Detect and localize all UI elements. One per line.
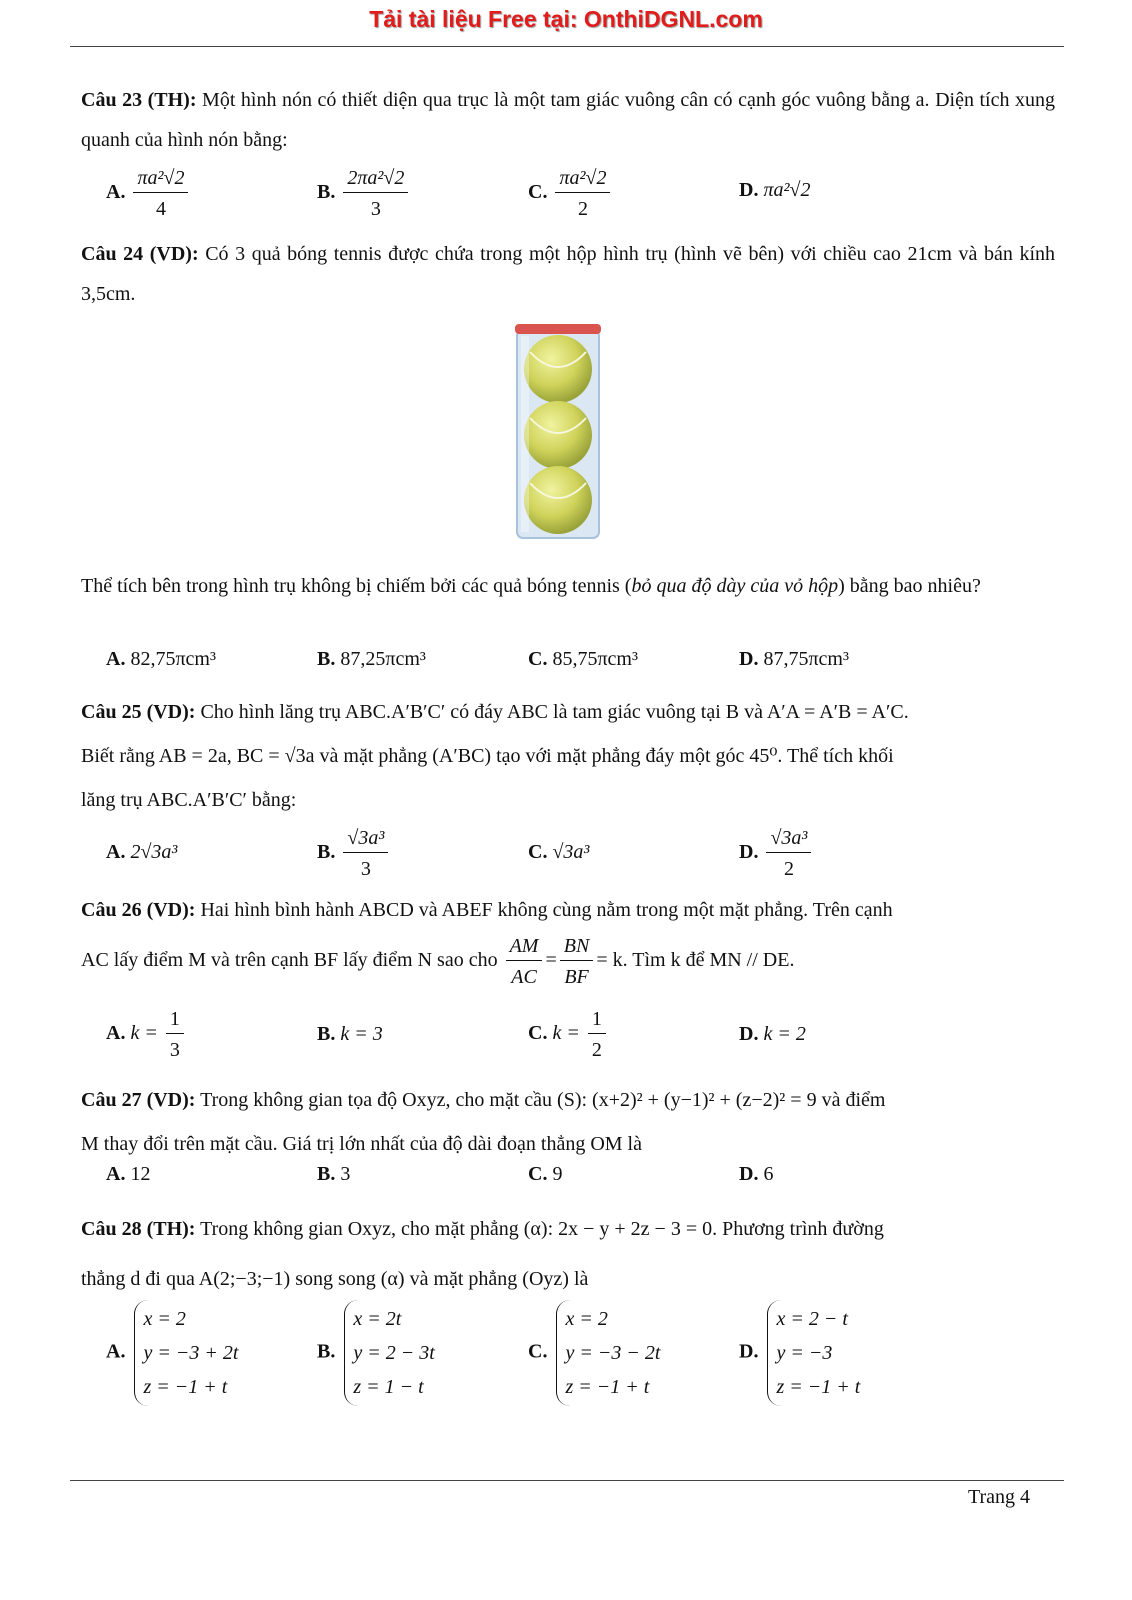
q24-option-b[interactable]: B. 87,25πcm³	[317, 648, 426, 670]
q23-option-b[interactable]: B. $\frac{\text{2πa²√2}}{3}$	[317, 166, 411, 221]
q28-text: Câu 28 (TH): Trong không gian Oxyz, cho mặt phẳng (α): 2x − y + 2z − 3 = 0. Phương trình đường thẳng d đi qua A(2;−3;−1) song song (α) và mặt phẳng (Oyz) là	[81, 1218, 884, 1290]
q26-option-c[interactable]: C. k = $\frac{1}{2}$	[528, 1007, 609, 1062]
q27-option-d[interactable]: D. 6	[739, 1163, 774, 1185]
q28-option-a[interactable]: A. x = 2 y = −3 + 2t z = −1 + t	[106, 1300, 238, 1406]
q25-option-b[interactable]: B. $\frac{\text{√3a³}}{3}$	[317, 826, 391, 881]
q28-option-c[interactable]: C. x = 2 y = −3 − 2t z = −1 + t	[528, 1300, 660, 1406]
q23-option-c[interactable]: C. $\frac{\text{πa²√2}}{2}$	[528, 166, 613, 221]
header-rule	[70, 46, 1064, 47]
q25-option-a[interactable]: A. 2√3a³	[106, 841, 178, 863]
footer-rule	[70, 1480, 1064, 1481]
q27-text: Câu 27 (VD): Trong không gian tọa độ Oxyz, cho mặt cầu (S): (x+2)² + (y−1)² + (z−2)² = 9 và điểm M thay đổi trên mặt cầu. Giá trị lớn nhất của độ dài đoạn thẳng OM là	[81, 1089, 886, 1155]
q26-option-a[interactable]: A. k = $\frac{1}{3}$	[106, 1007, 187, 1062]
q27-option-b[interactable]: B. 3	[317, 1163, 351, 1185]
q25-option-d[interactable]: D. $\frac{\text{√3a³}}{2}$	[739, 826, 814, 881]
q24-option-c[interactable]: C. 85,75πcm³	[528, 648, 638, 670]
q26-text-2: AC lấy điểm M và trên cạnh BF lấy điểm N sao cho $\frac{AM}{AC}$ = $\frac{BN}{BF}$ = k. Tìm k để MN // DE.	[81, 935, 795, 988]
q26-option-d[interactable]: D. k = 2	[739, 1023, 806, 1045]
q26-text: Câu 26 (VD): Hai hình bình hành ABCD và ABEF không cùng nằm trong một mặt phẳng. Trên cạnh	[81, 899, 893, 921]
q23-option-d[interactable]: D. πa²√2	[739, 179, 811, 201]
q24-option-a[interactable]: A. 82,75πcm³	[106, 648, 216, 670]
q26-option-b[interactable]: B. k = 3	[317, 1023, 383, 1045]
q23-option-a[interactable]: A. $\frac{\text{πa²√2}}{4}$	[106, 166, 191, 221]
q24-text-2: Thể tích bên trong hình trụ không bị chiếm bởi các quả bóng tennis (bỏ qua độ dày của vỏ hộp) bằng bao nhiêu?	[81, 575, 981, 597]
q24-text: Câu 24 (VD): Có 3 quả bóng tennis được chứa trong một hộp hình trụ (hình vẽ bên) với chiều cao 21cm và bán kính 3,5cm.	[81, 243, 1056, 305]
q25-text: Câu 25 (VD): Cho hình lăng trụ ABC.A′B′C′ có đáy ABC là tam giác vuông tại B và A′A = A′B = A′C. Biết rằng AB = 2a, BC = √3a và mặt phẳng (A′BC) tạo với mặt phẳng đáy một góc 45⁰. Thể tích khối lăng trụ ABC.A′B′C′ bằng:	[81, 701, 909, 811]
q28-option-b[interactable]: B. x = 2t y = 2 − 3t z = 1 − t	[317, 1300, 435, 1406]
q25-option-c[interactable]: C. √3a³	[528, 841, 590, 863]
q27-option-a[interactable]: A. 12	[106, 1163, 151, 1185]
q27-option-c[interactable]: C. 9	[528, 1163, 563, 1185]
q24-option-d[interactable]: D. 87,75πcm³	[739, 648, 849, 670]
q28-option-d[interactable]: D. x = 2 − t y = −3 z = −1 + t	[739, 1300, 860, 1406]
q23-text: Câu 23 (TH): Một hình nón có thiết diện qua trục là một tam giác vuông cân có cạnh góc vuông bằng a. Diện tích xung quanh của hình nón bằng:	[81, 89, 1055, 151]
tennis-can-image	[515, 322, 601, 540]
site-header: Tải tài liệu Free tại: OnthiDGNL.com	[369, 6, 763, 32]
page-number: Trang 4	[967, 1486, 1030, 1508]
